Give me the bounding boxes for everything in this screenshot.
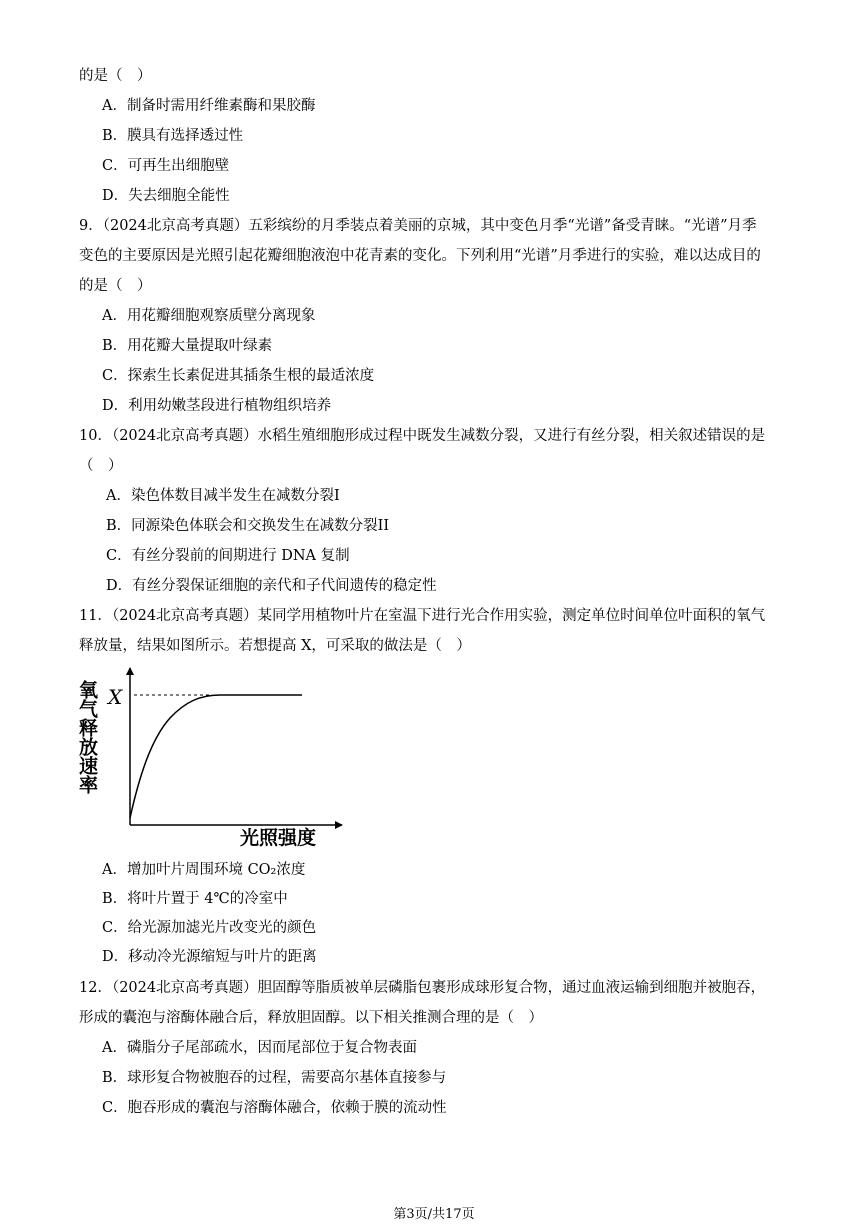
- plateau-label: X: [108, 685, 123, 709]
- q9-option-a: A．用花瓣细胞观察质壁分离现象: [102, 308, 316, 324]
- question-9-stem-line3: 的是（ ）: [79, 278, 152, 294]
- page-number: 第3页/共17页: [393, 1207, 475, 1222]
- question-12-stem-line2: 形成的囊泡与溶酶体融合后，释放胆固醇。以下相关推测合理的是（ ）: [79, 1010, 543, 1026]
- q11-option-b: B．将叶片置于 4℃的冷室中: [102, 891, 288, 907]
- q9-option-d: D．利用幼嫩茎段进行植物组织培养: [102, 398, 332, 414]
- question-9-stem-line1: 9．（2024北京高考真题）五彩缤纷的月季装点着美丽的京城，其中变色月季“光谱”备受青睐。“光谱”月季: [79, 218, 757, 234]
- question-8-stem-end: 的是（ ）: [79, 68, 152, 84]
- q10-option-a: A．染色体数目减半发生在减数分裂I: [106, 488, 340, 504]
- question-11-stem-line2: 释放量，结果如图所示。若想提高 X，可采取的做法是（ ）: [79, 638, 471, 654]
- question-10-stem-line1: 10．（2024北京高考真题）水稻生殖细胞形成过程中既发生减数分裂，又进行有丝分裂，相关叙述错误的是: [79, 428, 766, 444]
- q8-option-a: A．制备时需用纤维素酶和果胶酶: [102, 98, 316, 114]
- y-axis-label: 氧气释放速率: [76, 680, 98, 794]
- x-axis-label: 光照强度: [240, 827, 317, 849]
- q11-option-d: D．移动冷光源缩短与叶片的距离: [102, 949, 317, 965]
- q12-option-a: A．磷脂分子尾部疏水，因而尾部位于复合物表面: [102, 1040, 417, 1056]
- question-9-stem-line2: 变色的主要原因是光照引起花瓣细胞液泡中花青素的变化。下列利用“光谱”月季进行的实验，难以达成目的: [79, 248, 761, 264]
- q10-option-d: D．有丝分裂保证细胞的亲代和子代间遗传的稳定性: [106, 578, 437, 594]
- q8-option-c: C．可再生出细胞壁: [102, 158, 230, 174]
- oxygen-light-curve-figure: [70, 658, 355, 853]
- question-11-stem-line1: 11．（2024北京高考真题）某同学用植物叶片在室温下进行光合作用实验，测定单位时间单位叶面积的氧气: [79, 608, 766, 624]
- q11-option-c: C．给光源加滤光片改变光的颜色: [102, 920, 317, 936]
- q10-option-c: C．有丝分裂前的间期进行 DNA 复制: [106, 548, 350, 564]
- q11-option-a: A．增加叶片周围环境 CO₂浓度: [102, 862, 306, 878]
- q12-option-c: C．胞吞形成的囊泡与溶酶体融合，依赖于膜的流动性: [102, 1100, 447, 1116]
- q12-option-b: B．球形复合物被胞吞的过程，需要高尔基体直接参与: [102, 1070, 447, 1086]
- q8-option-d: D．失去细胞全能性: [102, 188, 230, 204]
- q9-option-c: C．探索生长素促进其插条生根的最适浓度: [102, 368, 375, 384]
- question-12-stem-line1: 12．（2024北京高考真题）胆固醇等脂质被单层磷脂包裹形成球形复合物，通过血液运输到细胞并被胞吞，: [79, 980, 766, 996]
- q10-option-b: B．同源染色体联会和交换发生在减数分裂II: [106, 518, 390, 534]
- q9-option-b: B．用花瓣大量提取叶绿素: [102, 338, 273, 354]
- question-10-stem-line2: （ ）: [79, 458, 123, 474]
- q8-option-b: B．膜具有选择透过性: [102, 128, 244, 144]
- response-curve: [130, 695, 302, 818]
